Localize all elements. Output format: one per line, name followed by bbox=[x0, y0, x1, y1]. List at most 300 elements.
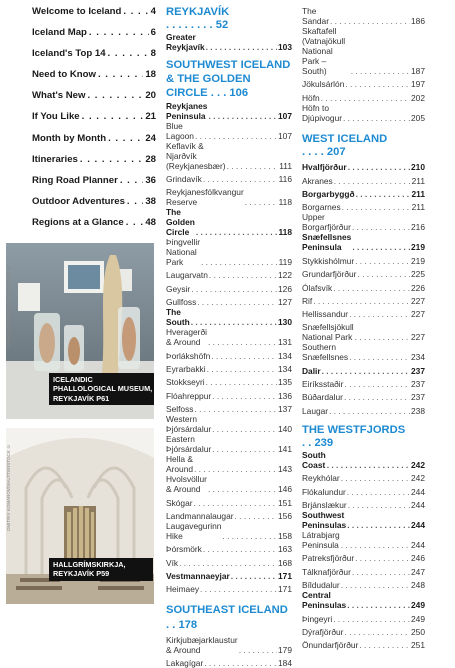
dot-leader bbox=[347, 520, 410, 530]
southeast-continued-entries bbox=[302, 6, 425, 123]
dot-leader bbox=[195, 131, 277, 141]
westfjords-entries bbox=[302, 450, 425, 651]
dot-leader bbox=[357, 269, 410, 279]
entry-page-number: 227 bbox=[411, 332, 425, 343]
toc-entry[interactable] bbox=[166, 494, 292, 507]
photo-caption: ICELANDIC PHALLOLOGICAL MUSEUM, REYKJAVÍK P61 bbox=[49, 373, 154, 405]
toc-entry[interactable] bbox=[302, 624, 425, 637]
entry-title: Þingeyri bbox=[302, 613, 333, 624]
toc-entry[interactable] bbox=[166, 434, 292, 454]
toc-entry[interactable] bbox=[302, 563, 425, 576]
toc-entry[interactable] bbox=[32, 111, 156, 132]
toc-entry[interactable] bbox=[32, 196, 156, 217]
entry-title: Rif bbox=[302, 295, 313, 306]
toc-entry[interactable] bbox=[166, 474, 292, 494]
dot-leader bbox=[352, 567, 410, 577]
toc-entry[interactable] bbox=[302, 319, 425, 342]
entry-page-number: 168 bbox=[278, 557, 292, 568]
entry-title: Borgarnes bbox=[302, 202, 341, 213]
entry-title: South Coast bbox=[302, 449, 326, 470]
dot-leader bbox=[227, 161, 279, 171]
entry-page-number: 184 bbox=[278, 658, 292, 668]
entry-page-number: 4 bbox=[150, 6, 156, 17]
entry-page-number: 211 bbox=[411, 188, 425, 199]
entry-page-number: 226 bbox=[411, 282, 425, 293]
entry-title: The Sandar bbox=[302, 6, 330, 26]
toc-entry[interactable] bbox=[166, 294, 292, 307]
dot-leader bbox=[348, 162, 410, 172]
toc-entry[interactable] bbox=[166, 655, 292, 668]
entry-title: Búðardalur bbox=[302, 392, 343, 403]
entry-title: Borgarbyggð bbox=[302, 188, 355, 199]
entry-page-number: 247 bbox=[411, 566, 425, 577]
southwest-entries bbox=[166, 101, 292, 595]
region-heading-southeast: SOUTHEAST ICELAND . . 178 bbox=[166, 604, 288, 631]
entry-page-number: 244 bbox=[411, 540, 425, 551]
entry-page-number: 141 bbox=[278, 444, 292, 455]
dot-leader bbox=[355, 553, 410, 563]
dot-leader bbox=[123, 6, 148, 17]
entry-page-number: 36 bbox=[145, 174, 156, 186]
entry-title: Upper Borgarfjörður bbox=[302, 212, 351, 233]
toc-section-entry[interactable] bbox=[302, 362, 425, 375]
entry-page-number: 130 bbox=[278, 317, 292, 328]
entry-page-number: 136 bbox=[278, 390, 292, 401]
toc-entry[interactable] bbox=[302, 610, 425, 623]
entry-page-number: 103 bbox=[278, 42, 292, 52]
toc-entry[interactable] bbox=[302, 306, 425, 319]
toc-entry[interactable] bbox=[302, 266, 425, 279]
dot-leader bbox=[201, 257, 278, 267]
toc-entry[interactable] bbox=[166, 374, 292, 387]
toc-entry[interactable] bbox=[302, 293, 425, 306]
entry-title: Þingvellir National Park bbox=[166, 237, 200, 267]
dot-leader bbox=[344, 379, 410, 389]
toc-entry[interactable] bbox=[166, 554, 292, 567]
toc-entry[interactable] bbox=[302, 199, 425, 212]
plan-your-trip-list bbox=[32, 6, 156, 238]
dot-leader bbox=[200, 584, 277, 594]
entry-page-number: 163 bbox=[278, 544, 292, 555]
dot-leader bbox=[120, 175, 144, 186]
toc-section-entry[interactable] bbox=[302, 450, 425, 470]
entry-title: Jökulsárlón bbox=[302, 79, 345, 90]
toc-entry[interactable] bbox=[302, 342, 425, 362]
toc-entry[interactable] bbox=[32, 6, 156, 27]
dot-leader bbox=[352, 222, 410, 232]
entry-title: Iceland Map bbox=[32, 27, 87, 39]
entry-title: Gullfoss bbox=[166, 297, 197, 308]
entry-page-number: 118 bbox=[278, 227, 292, 237]
reykjavik-entries bbox=[166, 32, 292, 52]
dot-leader bbox=[127, 196, 143, 207]
dot-leader bbox=[349, 309, 410, 319]
hallgrimskirkja-photo bbox=[6, 428, 154, 604]
entry-title: Laugavegurinn Hike bbox=[166, 520, 222, 541]
entry-page-number: 127 bbox=[278, 297, 292, 308]
dot-leader bbox=[359, 640, 410, 650]
toc-entry[interactable] bbox=[166, 581, 292, 594]
entry-title: Selfoss bbox=[166, 404, 194, 415]
entry-title: Höfn to Djúpivogur bbox=[302, 102, 343, 123]
entry-page-number: 143 bbox=[278, 464, 292, 475]
entry-page-number: 134 bbox=[278, 363, 292, 374]
toc-entry[interactable] bbox=[302, 6, 425, 26]
dot-leader bbox=[330, 16, 410, 26]
entry-title: Þorlákshöfn bbox=[166, 350, 211, 361]
dot-leader bbox=[349, 352, 410, 362]
entry-title: If You Like bbox=[32, 111, 80, 123]
toc-entry[interactable] bbox=[32, 90, 156, 111]
entry-page-number: 234 bbox=[411, 352, 425, 363]
entry-title: Akranes bbox=[302, 175, 333, 186]
entry-page-number: 24 bbox=[145, 132, 156, 144]
entry-page-number: 20 bbox=[145, 90, 156, 102]
toc-entry[interactable] bbox=[166, 387, 292, 400]
dot-leader bbox=[334, 176, 411, 186]
entry-page-number: 227 bbox=[411, 309, 425, 320]
toc-entry[interactable] bbox=[302, 483, 425, 496]
toc-entry[interactable] bbox=[302, 577, 425, 590]
entry-title: Patreksfjörður bbox=[302, 553, 355, 564]
entry-title: Eiríksstaðir bbox=[302, 379, 344, 390]
toc-entry[interactable] bbox=[166, 347, 292, 360]
entry-title: Hellissandur bbox=[302, 309, 349, 320]
entry-title: Laugar bbox=[302, 405, 329, 416]
entry-title: Welcome to Iceland bbox=[32, 6, 122, 17]
entry-page-number: 237 bbox=[411, 379, 425, 390]
entry-page-number: 134 bbox=[278, 350, 292, 361]
toc-entry[interactable] bbox=[302, 252, 425, 265]
dot-leader bbox=[343, 113, 410, 123]
entry-title: Laugarvatn bbox=[166, 270, 208, 281]
toc-section-entry[interactable] bbox=[166, 307, 292, 327]
toc-entry[interactable] bbox=[302, 530, 425, 550]
toc-entry[interactable] bbox=[302, 89, 425, 102]
toc-entry[interactable] bbox=[32, 217, 156, 238]
dot-leader bbox=[345, 79, 410, 89]
entry-title: Reykhólar bbox=[302, 473, 340, 484]
toc-entry[interactable] bbox=[32, 133, 156, 154]
toc-entry[interactable] bbox=[302, 376, 425, 389]
entry-page-number: 107 bbox=[278, 110, 292, 121]
southeast-entries bbox=[166, 632, 292, 668]
toc-entry[interactable] bbox=[166, 237, 292, 267]
dot-leader bbox=[207, 364, 277, 374]
entry-page-number: 216 bbox=[411, 222, 425, 233]
toc-entry[interactable] bbox=[302, 212, 425, 232]
entry-page-number: 126 bbox=[278, 283, 292, 294]
entry-title: Vestmannaeyjar bbox=[166, 571, 230, 582]
entry-title: Snæfellsjökull National Park bbox=[302, 322, 354, 343]
toc-entry[interactable] bbox=[302, 389, 425, 402]
entry-page-number: 244 bbox=[411, 500, 425, 511]
dot-leader bbox=[203, 544, 277, 554]
toc-section-entry[interactable] bbox=[166, 101, 292, 121]
entry-title: Hveragerði & Around bbox=[166, 327, 207, 348]
entry-title: Blue Lagoon bbox=[166, 120, 194, 141]
entry-page-number: 249 bbox=[411, 600, 425, 611]
dot-leader bbox=[322, 366, 410, 376]
dot-leader bbox=[344, 627, 410, 637]
dot-leader bbox=[342, 202, 411, 212]
entry-title: Bíldudalur bbox=[302, 580, 340, 591]
entry-title: Eyrarbakki bbox=[166, 363, 206, 374]
toc-section-entry[interactable] bbox=[166, 207, 292, 237]
dot-leader bbox=[355, 332, 410, 342]
dot-leader bbox=[206, 377, 277, 387]
entry-title: Reykjanesfólkvangur Reserve bbox=[166, 187, 244, 207]
toc-entry[interactable] bbox=[302, 76, 425, 89]
toc-entry[interactable] bbox=[32, 154, 156, 175]
entry-title: Hvalfjörður bbox=[302, 162, 347, 173]
toc-entry[interactable] bbox=[302, 497, 425, 510]
entry-title: The South bbox=[166, 307, 190, 328]
dot-leader bbox=[231, 571, 277, 581]
entry-page-number: 8 bbox=[150, 48, 156, 60]
entry-page-number: 171 bbox=[278, 584, 292, 595]
dot-leader bbox=[347, 487, 410, 497]
photo-credit: DAVIDE ANTONINI/SHUTTERSTOCK © bbox=[6, 265, 11, 349]
region-heading-west: WEST ICELAND . . . . 207 bbox=[302, 132, 388, 158]
entry-page-number: 227 bbox=[411, 295, 425, 306]
entry-title: Reykjanes Peninsula bbox=[166, 100, 208, 121]
toc-entry[interactable] bbox=[166, 541, 292, 554]
dot-leader bbox=[206, 42, 277, 52]
toc-entry[interactable] bbox=[302, 637, 425, 650]
entry-title: Ólafsvík bbox=[302, 282, 333, 293]
entry-page-number: 140 bbox=[278, 424, 292, 435]
dot-leader bbox=[327, 460, 410, 470]
entry-title: Önundarfjörður bbox=[302, 640, 359, 651]
dot-leader bbox=[194, 464, 277, 474]
entry-title: Skaftafell (Vatnajökull National Park – South) bbox=[302, 26, 346, 76]
entry-page-number: 6 bbox=[150, 27, 156, 39]
dot-leader bbox=[191, 284, 277, 294]
dot-leader bbox=[82, 111, 144, 122]
entry-page-number: 237 bbox=[411, 365, 425, 376]
entry-page-number: 249 bbox=[411, 613, 425, 624]
dot-leader bbox=[87, 90, 143, 101]
toc-entry[interactable] bbox=[302, 279, 425, 292]
regions-column-a bbox=[166, 6, 292, 668]
toc-entry[interactable] bbox=[166, 414, 292, 434]
toc-entry[interactable] bbox=[302, 402, 425, 415]
dot-leader bbox=[212, 424, 277, 434]
entry-page-number: 205 bbox=[411, 112, 425, 123]
entry-title: Geysir bbox=[166, 283, 191, 294]
toc-entry[interactable] bbox=[166, 121, 292, 141]
dot-leader bbox=[341, 473, 410, 483]
entry-title: Tálknafjörður bbox=[302, 566, 351, 577]
entry-page-number: 146 bbox=[278, 484, 292, 495]
toc-entry[interactable] bbox=[166, 171, 292, 184]
entry-title: Western Þjórsárdalur bbox=[166, 414, 212, 435]
dot-leader bbox=[203, 174, 278, 184]
entry-page-number: 202 bbox=[411, 92, 425, 103]
entry-page-number: 238 bbox=[411, 405, 425, 416]
dot-leader bbox=[355, 256, 410, 266]
entry-page-number: 242 bbox=[411, 473, 425, 484]
dot-leader bbox=[235, 511, 277, 521]
dot-leader bbox=[352, 242, 410, 252]
entry-page-number: 156 bbox=[278, 510, 292, 521]
entry-title: Grindavík bbox=[166, 174, 202, 184]
entry-title: Stokkseyri bbox=[166, 377, 205, 388]
toc-entry[interactable] bbox=[166, 267, 292, 280]
toc-entry[interactable] bbox=[166, 280, 292, 293]
toc-entry[interactable] bbox=[166, 141, 292, 171]
toc-entry[interactable] bbox=[166, 361, 292, 374]
entry-title: Hella & Around bbox=[166, 454, 194, 475]
entry-title: Flókalundur bbox=[302, 486, 346, 497]
dot-leader bbox=[209, 270, 277, 280]
toc-section-entry[interactable] bbox=[302, 186, 425, 199]
toc-section-entry[interactable] bbox=[302, 159, 425, 172]
dot-leader bbox=[208, 337, 277, 347]
dot-leader bbox=[351, 66, 410, 76]
entry-title: Southwest Peninsulas bbox=[302, 510, 347, 531]
entry-page-number: 111 bbox=[279, 160, 292, 171]
entry-title: Vík bbox=[166, 557, 179, 568]
entry-title: Dýrafjörður bbox=[302, 626, 344, 637]
entry-title: Heimaey bbox=[166, 584, 200, 595]
entry-page-number: 179 bbox=[278, 644, 292, 655]
dot-leader bbox=[108, 133, 143, 144]
entry-page-number: 248 bbox=[411, 580, 425, 591]
toc-entry[interactable] bbox=[32, 27, 156, 48]
toc-section-entry[interactable] bbox=[166, 32, 292, 52]
toc-entry[interactable] bbox=[166, 327, 292, 347]
entry-page-number: 225 bbox=[411, 269, 425, 280]
entry-page-number: 211 bbox=[411, 175, 425, 186]
dot-leader bbox=[329, 406, 410, 416]
dot-leader bbox=[98, 69, 143, 80]
entry-page-number: 186 bbox=[411, 16, 425, 26]
region-heading-reykjavik: REYKJAVÍK . . . . . . . . 52 bbox=[166, 6, 230, 31]
entry-title: Ring Road Planner bbox=[32, 174, 118, 186]
entry-title: Stykkishólmur bbox=[302, 255, 355, 266]
dot-leader bbox=[196, 227, 278, 237]
dot-leader bbox=[321, 93, 410, 103]
entry-title: Southern Snæfellsnes bbox=[302, 342, 349, 363]
entry-page-number: 118 bbox=[278, 197, 292, 207]
entry-page-number: 237 bbox=[411, 392, 425, 403]
entry-page-number: 210 bbox=[411, 162, 425, 173]
entry-page-number: 38 bbox=[145, 195, 156, 207]
toc-entry[interactable] bbox=[302, 26, 425, 76]
entry-page-number: 171 bbox=[278, 571, 292, 582]
dot-leader bbox=[191, 317, 277, 327]
entry-page-number: 28 bbox=[145, 153, 156, 165]
entry-page-number: 246 bbox=[411, 553, 425, 564]
toc-entry[interactable] bbox=[302, 172, 425, 185]
entry-page-number: 135 bbox=[278, 377, 292, 388]
entry-title: Höfn bbox=[302, 92, 320, 103]
entry-page-number: 242 bbox=[411, 459, 425, 470]
entry-title: Skógar bbox=[166, 497, 193, 508]
dot-leader bbox=[239, 645, 277, 655]
toc-entry[interactable] bbox=[166, 521, 292, 541]
entry-page-number: 21 bbox=[145, 111, 156, 123]
toc-entry[interactable] bbox=[166, 508, 292, 521]
entry-title: The Golden Circle bbox=[166, 207, 195, 237]
toc-section-entry[interactable] bbox=[302, 590, 425, 610]
entry-page-number: 122 bbox=[278, 270, 292, 281]
entry-title: Snæfellsnes Peninsula bbox=[302, 232, 352, 253]
entry-page-number: 219 bbox=[411, 242, 425, 253]
phallological-museum-photo bbox=[6, 243, 154, 419]
toc-entry[interactable] bbox=[166, 632, 292, 655]
entry-title: Kirkjubæjarklaustur & Around bbox=[166, 634, 238, 655]
entry-title: Brjánslækur bbox=[302, 500, 347, 511]
region-heading-southwest: SOUTHWEST ICELAND & THE GOLDEN CIRCLE . . . 106 bbox=[166, 59, 291, 100]
entry-title: What's New bbox=[32, 90, 86, 102]
dot-leader bbox=[204, 658, 277, 668]
entry-title: Itineraries bbox=[32, 153, 78, 165]
toc-entry[interactable] bbox=[302, 550, 425, 563]
dot-leader bbox=[333, 283, 410, 293]
west-iceland-entries bbox=[302, 159, 425, 416]
dot-leader bbox=[212, 391, 277, 401]
toc-section-entry[interactable] bbox=[302, 232, 425, 252]
dot-leader bbox=[347, 600, 410, 610]
toc-section-entry[interactable] bbox=[302, 510, 425, 530]
entry-title: Hvolsvöllur & Around bbox=[166, 474, 207, 495]
toc-entry[interactable] bbox=[302, 103, 425, 123]
dot-leader bbox=[197, 297, 277, 307]
entry-page-number: 137 bbox=[278, 404, 292, 415]
toc-entry[interactable] bbox=[166, 454, 292, 474]
toc-entry[interactable] bbox=[166, 184, 292, 207]
entry-title: Need to Know bbox=[32, 69, 96, 81]
entry-title: Flóahreppur bbox=[166, 390, 212, 401]
dot-leader bbox=[341, 540, 410, 550]
toc-section-entry[interactable] bbox=[166, 568, 292, 581]
entry-title: Iceland's Top 14 bbox=[32, 48, 106, 60]
toc-entry[interactable] bbox=[32, 48, 156, 69]
dot-leader bbox=[108, 48, 149, 59]
toc-entry[interactable] bbox=[166, 401, 292, 414]
dot-leader bbox=[194, 404, 277, 414]
plan-your-trip-column bbox=[32, 6, 156, 238]
entry-page-number: 119 bbox=[278, 257, 292, 267]
entry-title: Dalir bbox=[302, 365, 321, 376]
entry-page-number: 131 bbox=[278, 337, 292, 348]
dot-leader bbox=[89, 27, 149, 38]
entry-page-number: 251 bbox=[411, 640, 425, 651]
dot-leader bbox=[208, 111, 277, 121]
toc-entry[interactable] bbox=[32, 175, 156, 196]
entry-title: Keflavík & Njarðvík (Reykjanesbær) bbox=[166, 140, 226, 171]
toc-entry[interactable] bbox=[302, 470, 425, 483]
entry-page-number: 244 bbox=[411, 486, 425, 497]
entry-page-number: 48 bbox=[145, 216, 156, 228]
toc-entry[interactable] bbox=[32, 69, 156, 90]
entry-title: Outdoor Adventures bbox=[32, 195, 125, 207]
entry-page-number: 107 bbox=[278, 130, 292, 141]
dot-leader bbox=[179, 558, 277, 568]
entry-page-number: 244 bbox=[411, 520, 425, 531]
entry-title: Þórsmörk bbox=[166, 544, 202, 555]
entry-page-number: 197 bbox=[411, 79, 425, 90]
entry-page-number: 211 bbox=[411, 202, 425, 213]
photo-credit: DMITRIY KOMAROV/SHUTTERSTOCK © bbox=[6, 444, 11, 531]
entry-page-number: 151 bbox=[278, 497, 292, 508]
entry-title: Látrabjarg Peninsula bbox=[302, 530, 340, 551]
dot-leader bbox=[126, 217, 144, 228]
entry-title: Lakagígar bbox=[166, 658, 204, 668]
